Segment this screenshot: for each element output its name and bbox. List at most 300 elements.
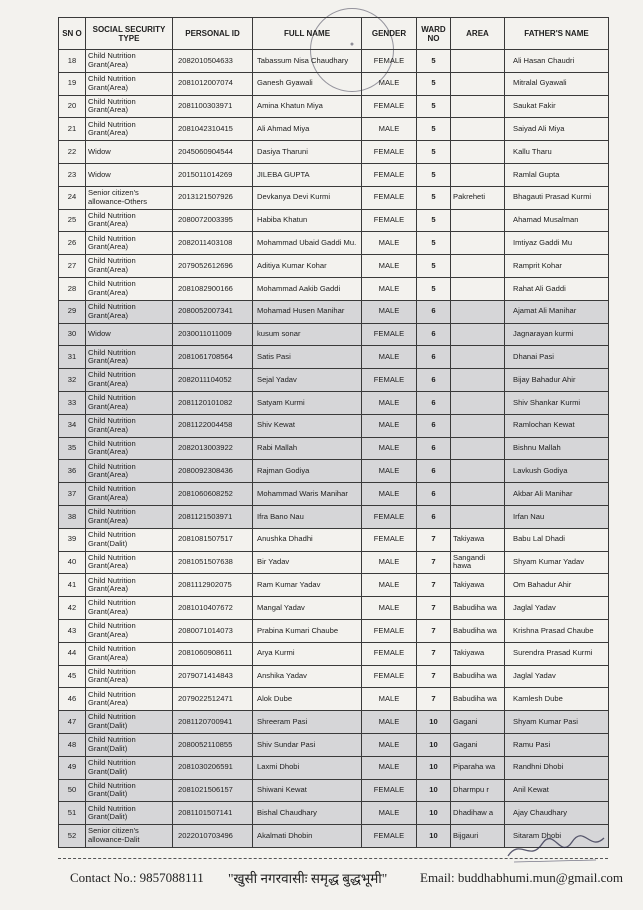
table-row bbox=[59, 756, 609, 779]
table-row bbox=[59, 802, 609, 825]
row-area bbox=[451, 277, 505, 300]
row-area bbox=[451, 323, 505, 346]
row-personal-id: 2030011011009 bbox=[173, 323, 253, 346]
table-row bbox=[59, 232, 609, 255]
row-full-name: Akalmati Dhobin bbox=[253, 825, 362, 848]
row-fathers-name: Jaglal Yadav bbox=[505, 665, 609, 688]
table-row bbox=[59, 619, 609, 642]
row-fathers-name: Ali Hasan Chaudri bbox=[505, 50, 609, 73]
table-row bbox=[59, 437, 609, 460]
row-sn: 52 bbox=[59, 825, 86, 848]
table-row bbox=[59, 255, 609, 278]
row-fathers-name: Bhagauti Prasad Kurmi bbox=[505, 186, 609, 209]
table-row bbox=[59, 369, 609, 392]
row-ward-no: 6 bbox=[417, 369, 451, 392]
row-fathers-name: Mitralal Gyawali bbox=[505, 72, 609, 95]
row-area bbox=[451, 505, 505, 528]
row-gender: MALE bbox=[362, 300, 417, 323]
row-fathers-name: Om Bahadur Ahir bbox=[505, 574, 609, 597]
row-area bbox=[451, 346, 505, 369]
row-gender: FEMALE bbox=[362, 209, 417, 232]
row-fathers-name: Bijay Bahadur Ahir bbox=[505, 369, 609, 392]
row-area bbox=[451, 209, 505, 232]
row-ward-no: 5 bbox=[417, 72, 451, 95]
row-full-name: Rabi Mallah bbox=[253, 437, 362, 460]
row-gender: MALE bbox=[362, 733, 417, 756]
row-gender: MALE bbox=[362, 277, 417, 300]
table-row bbox=[59, 688, 609, 711]
row-area bbox=[451, 300, 505, 323]
row-gender: MALE bbox=[362, 756, 417, 779]
row-full-name: Shreeram Pasi bbox=[253, 711, 362, 734]
row-full-name: Devkanya Devi Kurmi bbox=[253, 186, 362, 209]
row-gender: FEMALE bbox=[362, 505, 417, 528]
row-personal-id: 2081021506157 bbox=[173, 779, 253, 802]
row-area: Gagani bbox=[451, 733, 505, 756]
row-full-name: Anushka Dhadhi bbox=[253, 528, 362, 551]
table-row bbox=[59, 95, 609, 118]
row-social-security-type: Child Nutrition Grant(Dalit) bbox=[86, 528, 173, 551]
table-row bbox=[59, 50, 609, 73]
row-full-name: Mangal Yadav bbox=[253, 597, 362, 620]
row-fathers-name: Jaglal Yadav bbox=[505, 597, 609, 620]
row-area: Piparaha wa bbox=[451, 756, 505, 779]
row-sn: 24 bbox=[59, 186, 86, 209]
row-personal-id: 2079052612696 bbox=[173, 255, 253, 278]
table-row bbox=[59, 72, 609, 95]
row-personal-id: 2045060904544 bbox=[173, 141, 253, 164]
row-fathers-name: Ajay Chaudhary bbox=[505, 802, 609, 825]
row-personal-id: 2081121503971 bbox=[173, 505, 253, 528]
row-sn: 29 bbox=[59, 300, 86, 323]
row-gender: MALE bbox=[362, 802, 417, 825]
row-fathers-name: Ramprit Kohar bbox=[505, 255, 609, 278]
row-full-name: Satyam Kurmi bbox=[253, 391, 362, 414]
row-social-security-type: Child Nutrition Grant(Area) bbox=[86, 597, 173, 620]
row-fathers-name: Shyam Kumar Yadav bbox=[505, 551, 609, 574]
row-ward-no: 5 bbox=[417, 95, 451, 118]
row-ward-no: 5 bbox=[417, 277, 451, 300]
row-gender: MALE bbox=[362, 483, 417, 506]
row-fathers-name: Ramlochan Kewat bbox=[505, 414, 609, 437]
row-sn: 35 bbox=[59, 437, 86, 460]
row-fathers-name: Saiyad Ali Miya bbox=[505, 118, 609, 141]
row-fathers-name: Ajamat Ali Manihar bbox=[505, 300, 609, 323]
row-area bbox=[451, 391, 505, 414]
row-area: Dharmpu r bbox=[451, 779, 505, 802]
row-area: Babudiha wa bbox=[451, 688, 505, 711]
row-ward-no: 6 bbox=[417, 300, 451, 323]
row-social-security-type: Child Nutrition Grant(Dalit) bbox=[86, 802, 173, 825]
header-full-name: FULL NAME bbox=[253, 18, 362, 50]
table-row bbox=[59, 118, 609, 141]
row-sn: 25 bbox=[59, 209, 86, 232]
row-ward-no: 7 bbox=[417, 528, 451, 551]
row-full-name: Bishal Chaudhary bbox=[253, 802, 362, 825]
row-fathers-name: Sitaram Dhobi bbox=[505, 825, 609, 848]
row-gender: FEMALE bbox=[362, 141, 417, 164]
row-gender: MALE bbox=[362, 255, 417, 278]
row-fathers-name: Anil Kewat bbox=[505, 779, 609, 802]
row-area bbox=[451, 437, 505, 460]
row-gender: MALE bbox=[362, 688, 417, 711]
table-row bbox=[59, 391, 609, 414]
row-ward-no: 5 bbox=[417, 118, 451, 141]
row-sn: 18 bbox=[59, 50, 86, 73]
row-gender: FEMALE bbox=[362, 779, 417, 802]
row-ward-no: 7 bbox=[417, 665, 451, 688]
row-ward-no: 6 bbox=[417, 483, 451, 506]
row-ward-no: 10 bbox=[417, 825, 451, 848]
table-row bbox=[59, 163, 609, 186]
row-social-security-type: Child Nutrition Grant(Area) bbox=[86, 277, 173, 300]
row-personal-id: 2080071014073 bbox=[173, 619, 253, 642]
row-area bbox=[451, 118, 505, 141]
row-personal-id: 2081060608252 bbox=[173, 483, 253, 506]
row-area: Babudiha wa bbox=[451, 665, 505, 688]
row-personal-id: 2080092308436 bbox=[173, 460, 253, 483]
row-fathers-name: Babu Lal Dhadi bbox=[505, 528, 609, 551]
row-ward-no: 6 bbox=[417, 391, 451, 414]
row-social-security-type: Child Nutrition Grant(Area) bbox=[86, 688, 173, 711]
row-area: Takiyawa bbox=[451, 642, 505, 665]
row-area: Babudiha wa bbox=[451, 597, 505, 620]
row-fathers-name: Surendra Prasad Kurmi bbox=[505, 642, 609, 665]
row-social-security-type: Widow bbox=[86, 323, 173, 346]
row-personal-id: 2079022512471 bbox=[173, 688, 253, 711]
header-fathers-name: FATHER'S NAME bbox=[505, 18, 609, 50]
row-ward-no: 6 bbox=[417, 414, 451, 437]
row-social-security-type: Widow bbox=[86, 141, 173, 164]
row-ward-no: 5 bbox=[417, 209, 451, 232]
table-row bbox=[59, 300, 609, 323]
row-gender: FEMALE bbox=[362, 528, 417, 551]
row-full-name: Tabassum Nisa Chaudhary bbox=[253, 50, 362, 73]
row-gender: FEMALE bbox=[362, 619, 417, 642]
row-personal-id: 2080052110855 bbox=[173, 733, 253, 756]
header-social-security-type: SOCIAL SECURITY TYPE bbox=[86, 18, 173, 50]
row-fathers-name: Irfan Nau bbox=[505, 505, 609, 528]
row-sn: 34 bbox=[59, 414, 86, 437]
row-gender: FEMALE bbox=[362, 50, 417, 73]
row-full-name: Shiv Sundar Pasi bbox=[253, 733, 362, 756]
row-sn: 46 bbox=[59, 688, 86, 711]
row-sn: 42 bbox=[59, 597, 86, 620]
row-ward-no: 6 bbox=[417, 460, 451, 483]
table-row bbox=[59, 711, 609, 734]
row-full-name: Arya Kurmi bbox=[253, 642, 362, 665]
header-personal-id: PERSONAL ID bbox=[173, 18, 253, 50]
row-personal-id: 2081122004458 bbox=[173, 414, 253, 437]
row-social-security-type: Child Nutrition Grant(Dalit) bbox=[86, 756, 173, 779]
row-personal-id: 2081082900166 bbox=[173, 277, 253, 300]
row-ward-no: 7 bbox=[417, 642, 451, 665]
row-fathers-name: Ramu Pasi bbox=[505, 733, 609, 756]
row-full-name: Alok Dube bbox=[253, 688, 362, 711]
row-sn: 49 bbox=[59, 756, 86, 779]
table-row bbox=[59, 733, 609, 756]
row-ward-no: 6 bbox=[417, 505, 451, 528]
row-sn: 45 bbox=[59, 665, 86, 688]
row-fathers-name: Akbar Ali Manihar bbox=[505, 483, 609, 506]
row-full-name: Ifra Bano Nau bbox=[253, 505, 362, 528]
row-sn: 31 bbox=[59, 346, 86, 369]
row-sn: 26 bbox=[59, 232, 86, 255]
row-sn: 47 bbox=[59, 711, 86, 734]
row-area: Sangandi hawa bbox=[451, 551, 505, 574]
table-row bbox=[59, 574, 609, 597]
table-header-row bbox=[59, 18, 609, 50]
row-sn: 37 bbox=[59, 483, 86, 506]
row-social-security-type: Child Nutrition Grant(Area) bbox=[86, 574, 173, 597]
row-fathers-name: Ramlal Gupta bbox=[505, 163, 609, 186]
row-full-name: JILEBA GUPTA bbox=[253, 163, 362, 186]
row-personal-id: 2081100303971 bbox=[173, 95, 253, 118]
row-sn: 28 bbox=[59, 277, 86, 300]
row-social-security-type: Child Nutrition Grant(Area) bbox=[86, 72, 173, 95]
table-row bbox=[59, 779, 609, 802]
row-personal-id: 2081042310415 bbox=[173, 118, 253, 141]
row-fathers-name: Shyam Kumar Pasi bbox=[505, 711, 609, 734]
row-ward-no: 5 bbox=[417, 255, 451, 278]
row-gender: MALE bbox=[362, 574, 417, 597]
row-full-name: Habiba Khatun bbox=[253, 209, 362, 232]
row-full-name: Shiv Kewat bbox=[253, 414, 362, 437]
row-ward-no: 6 bbox=[417, 346, 451, 369]
row-sn: 44 bbox=[59, 642, 86, 665]
row-personal-id: 2082011104052 bbox=[173, 369, 253, 392]
row-sn: 43 bbox=[59, 619, 86, 642]
row-personal-id: 2081120700941 bbox=[173, 711, 253, 734]
row-area bbox=[451, 72, 505, 95]
row-ward-no: 6 bbox=[417, 323, 451, 346]
row-personal-id: 2081030206591 bbox=[173, 756, 253, 779]
row-sn: 20 bbox=[59, 95, 86, 118]
row-ward-no: 7 bbox=[417, 574, 451, 597]
row-sn: 41 bbox=[59, 574, 86, 597]
contact-email: Email: buddhabhumi.mun@gmail.com bbox=[420, 870, 623, 885]
row-area bbox=[451, 232, 505, 255]
row-personal-id: 2022010703496 bbox=[173, 825, 253, 848]
table-row bbox=[59, 277, 609, 300]
row-social-security-type: Child Nutrition Grant(Area) bbox=[86, 300, 173, 323]
row-personal-id: 2082011403108 bbox=[173, 232, 253, 255]
row-full-name: Bir Yadav bbox=[253, 551, 362, 574]
row-ward-no: 5 bbox=[417, 163, 451, 186]
row-full-name: Mohammad Waris Manihar bbox=[253, 483, 362, 506]
table-row bbox=[59, 483, 609, 506]
row-ward-no: 5 bbox=[417, 186, 451, 209]
row-ward-no: 5 bbox=[417, 232, 451, 255]
row-ward-no: 10 bbox=[417, 711, 451, 734]
row-gender: FEMALE bbox=[362, 163, 417, 186]
row-ward-no: 10 bbox=[417, 733, 451, 756]
row-full-name: Mohammad Aakib Gaddi bbox=[253, 277, 362, 300]
row-full-name: Ram Kumar Yadav bbox=[253, 574, 362, 597]
row-ward-no: 10 bbox=[417, 779, 451, 802]
row-social-security-type: Child Nutrition Grant(Area) bbox=[86, 460, 173, 483]
table-row bbox=[59, 141, 609, 164]
table-row bbox=[59, 346, 609, 369]
row-ward-no: 7 bbox=[417, 551, 451, 574]
header-area: AREA bbox=[451, 18, 505, 50]
row-sn: 48 bbox=[59, 733, 86, 756]
page-footer bbox=[0, 866, 643, 890]
row-full-name: Ali Ahmad Miya bbox=[253, 118, 362, 141]
row-area bbox=[451, 369, 505, 392]
row-personal-id: 2082013003922 bbox=[173, 437, 253, 460]
row-sn: 51 bbox=[59, 802, 86, 825]
row-fathers-name: Kamlesh Dube bbox=[505, 688, 609, 711]
row-social-security-type: Child Nutrition Grant(Area) bbox=[86, 95, 173, 118]
row-full-name: kusum sonar bbox=[253, 323, 362, 346]
row-sn: 22 bbox=[59, 141, 86, 164]
header-ward-no: WARD NO bbox=[417, 18, 451, 50]
row-area: Takiyawa bbox=[451, 528, 505, 551]
row-area bbox=[451, 141, 505, 164]
row-fathers-name: Dhanai Pasi bbox=[505, 346, 609, 369]
row-social-security-type: Child Nutrition Grant(Area) bbox=[86, 437, 173, 460]
row-full-name: Ganesh Gyawali bbox=[253, 72, 362, 95]
table-row bbox=[59, 505, 609, 528]
row-gender: MALE bbox=[362, 711, 417, 734]
row-personal-id: 2081101507141 bbox=[173, 802, 253, 825]
row-personal-id: 2081120101082 bbox=[173, 391, 253, 414]
row-fathers-name: Bishnu Mallah bbox=[505, 437, 609, 460]
table-row bbox=[59, 551, 609, 574]
row-personal-id: 2081112902075 bbox=[173, 574, 253, 597]
row-ward-no: 10 bbox=[417, 802, 451, 825]
row-social-security-type: Child Nutrition Grant(Area) bbox=[86, 665, 173, 688]
row-gender: FEMALE bbox=[362, 323, 417, 346]
row-ward-no: 5 bbox=[417, 141, 451, 164]
row-social-security-type: Child Nutrition Grant(Area) bbox=[86, 255, 173, 278]
row-personal-id: 2079071414843 bbox=[173, 665, 253, 688]
row-social-security-type: Child Nutrition Grant(Area) bbox=[86, 483, 173, 506]
row-area: Dhadihaw a bbox=[451, 802, 505, 825]
row-area bbox=[451, 50, 505, 73]
table-row bbox=[59, 665, 609, 688]
row-area: Pakreheti bbox=[451, 186, 505, 209]
table-row bbox=[59, 209, 609, 232]
row-ward-no: 5 bbox=[417, 50, 451, 73]
row-fathers-name: Rahat Ali Gaddi bbox=[505, 277, 609, 300]
table-row bbox=[59, 528, 609, 551]
row-gender: FEMALE bbox=[362, 369, 417, 392]
row-gender: MALE bbox=[362, 72, 417, 95]
municipality-slogan: "खुसी नगरवासीः समृद्ध बुद्धभूमी" bbox=[228, 871, 388, 886]
row-social-security-type: Child Nutrition Grant(Area) bbox=[86, 642, 173, 665]
signature-stamp bbox=[500, 830, 610, 870]
row-area: Gagani bbox=[451, 711, 505, 734]
table-row bbox=[59, 323, 609, 346]
row-ward-no: 6 bbox=[417, 437, 451, 460]
row-social-security-type: Child Nutrition Grant(Area) bbox=[86, 118, 173, 141]
row-social-security-type: Child Nutrition Grant(Area) bbox=[86, 414, 173, 437]
row-personal-id: 2080072003395 bbox=[173, 209, 253, 232]
header-gender: GENDER bbox=[362, 18, 417, 50]
row-full-name: Dasiya Tharuni bbox=[253, 141, 362, 164]
row-gender: FEMALE bbox=[362, 825, 417, 848]
row-full-name: Amina Khatun Miya bbox=[253, 95, 362, 118]
row-full-name: Aditiya Kumar Kohar bbox=[253, 255, 362, 278]
row-full-name: Mohammad Ubaid Gaddi Mu. bbox=[253, 232, 362, 255]
row-social-security-type: Child Nutrition Grant(Area) bbox=[86, 505, 173, 528]
row-personal-id: 2081060908611 bbox=[173, 642, 253, 665]
row-full-name: Rajman Godiya bbox=[253, 460, 362, 483]
row-gender: MALE bbox=[362, 414, 417, 437]
row-gender: MALE bbox=[362, 437, 417, 460]
row-social-security-type: Child Nutrition Grant(Dalit) bbox=[86, 711, 173, 734]
row-sn: 50 bbox=[59, 779, 86, 802]
row-social-security-type: Child Nutrition Grant(Area) bbox=[86, 391, 173, 414]
row-social-security-type: Child Nutrition Grant(Area) bbox=[86, 551, 173, 574]
row-sn: 39 bbox=[59, 528, 86, 551]
beneficiary-table-sheet bbox=[58, 17, 608, 848]
row-personal-id: 2081061708564 bbox=[173, 346, 253, 369]
row-fathers-name: Randhni Dhobi bbox=[505, 756, 609, 779]
row-fathers-name: Saukat Fakir bbox=[505, 95, 609, 118]
row-ward-no: 7 bbox=[417, 597, 451, 620]
row-social-security-type: Child Nutrition Grant(Area) bbox=[86, 232, 173, 255]
row-sn: 32 bbox=[59, 369, 86, 392]
row-sn: 36 bbox=[59, 460, 86, 483]
row-social-security-type: Child Nutrition Grant(Area) bbox=[86, 209, 173, 232]
row-gender: MALE bbox=[362, 232, 417, 255]
row-area bbox=[451, 255, 505, 278]
row-fathers-name: Kallu Tharu bbox=[505, 141, 609, 164]
row-full-name: Anshika Yadav bbox=[253, 665, 362, 688]
row-gender: FEMALE bbox=[362, 665, 417, 688]
row-social-security-type: Senior citizen's allowance-Dalit bbox=[86, 825, 173, 848]
row-gender: MALE bbox=[362, 460, 417, 483]
contact-number: Contact No.: 9857088111 bbox=[70, 870, 204, 885]
row-personal-id: 2013121507926 bbox=[173, 186, 253, 209]
row-full-name: Laxmi Dhobi bbox=[253, 756, 362, 779]
row-ward-no: 7 bbox=[417, 688, 451, 711]
row-social-security-type: Child Nutrition Grant(Area) bbox=[86, 369, 173, 392]
row-personal-id: 2081081507517 bbox=[173, 528, 253, 551]
row-social-security-type: Child Nutrition Grant(Area) bbox=[86, 619, 173, 642]
row-ward-no: 10 bbox=[417, 756, 451, 779]
table-row bbox=[59, 414, 609, 437]
row-fathers-name: Krishna Prasad Chaube bbox=[505, 619, 609, 642]
row-area: Takiyawa bbox=[451, 574, 505, 597]
row-fathers-name: Imtiyaz Gaddi Mu bbox=[505, 232, 609, 255]
table-row bbox=[59, 597, 609, 620]
row-fathers-name: Lavkush Godiya bbox=[505, 460, 609, 483]
header-sn: SN O bbox=[59, 18, 86, 50]
row-sn: 23 bbox=[59, 163, 86, 186]
row-social-security-type: Widow bbox=[86, 163, 173, 186]
table-row bbox=[59, 642, 609, 665]
row-area bbox=[451, 414, 505, 437]
row-social-security-type: Child Nutrition Grant(Area) bbox=[86, 346, 173, 369]
row-sn: 40 bbox=[59, 551, 86, 574]
row-sn: 38 bbox=[59, 505, 86, 528]
row-personal-id: 2081051507638 bbox=[173, 551, 253, 574]
row-full-name: Sejal Yadav bbox=[253, 369, 362, 392]
row-gender: MALE bbox=[362, 118, 417, 141]
row-social-security-type: Child Nutrition Grant(Dalit) bbox=[86, 733, 173, 756]
row-personal-id: 2080052007341 bbox=[173, 300, 253, 323]
row-personal-id: 2015011014269 bbox=[173, 163, 253, 186]
row-gender: MALE bbox=[362, 346, 417, 369]
row-fathers-name: Ahamad Musalman bbox=[505, 209, 609, 232]
table-row bbox=[59, 186, 609, 209]
row-area: Babudiha wa bbox=[451, 619, 505, 642]
row-gender: MALE bbox=[362, 391, 417, 414]
